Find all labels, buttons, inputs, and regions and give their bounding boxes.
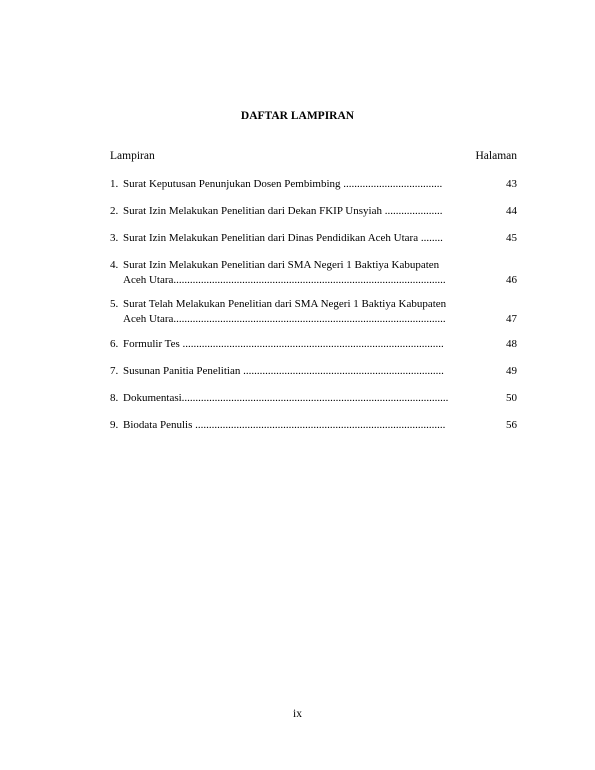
entry-page-number: 48 [506, 338, 517, 350]
entry-title: Surat Izin Melakukan Penelitian dari Dinas Pendidikan Aceh Utara ........ [123, 232, 443, 244]
page-number: ix [293, 708, 302, 720]
entry-page-number: 44 [506, 205, 517, 217]
entry-number: 6. [110, 338, 119, 350]
entry-number: 3. [110, 232, 119, 244]
entry-number: 7. [110, 365, 119, 377]
entry-title: Surat Izin Melakukan Penelitian dari Dekan FKIP Unsyiah ..................... [123, 205, 443, 217]
entry-title: Formulir Tes ............................................................................................... [123, 338, 444, 350]
entry-number: 8. [110, 392, 119, 404]
entry-page-number: 49 [506, 365, 517, 377]
entry-title: Surat Izin Melakukan Penelitian dari SMA Negeri 1 Baktiya Kabupaten [123, 259, 440, 271]
entry-title-continued: Aceh Utara................................................................................................... [123, 273, 446, 286]
list-item [110, 297, 517, 326]
entry-title: Susunan Panitia Penelitian ......................................................................... [123, 365, 444, 377]
list-item [110, 364, 517, 379]
entry-page-number: 43 [506, 178, 517, 190]
entry-title: Surat Keputusan Penunjukan Dosen Pembimbing .................................... [123, 178, 443, 190]
column-headers [110, 150, 517, 162]
entry-number: 4. [110, 259, 119, 271]
entry-title-continued: Aceh Utara................................................................................................... [123, 312, 446, 325]
page-title: DAFTAR LAMPIRAN [240, 110, 355, 122]
list-item [110, 258, 517, 287]
entry-number: 2. [110, 205, 119, 217]
entry-page-number: 56 [506, 419, 517, 431]
entry-title: Biodata Penulis ........................................................................................... [123, 419, 446, 431]
entry-title: Surat Telah Melakukan Penelitian dari SMA Negeri 1 Baktiya Kabupaten [123, 298, 447, 310]
column-header-lampiran: Lampiran [110, 150, 155, 162]
entry-page-number: 50 [506, 392, 517, 404]
list-item [110, 204, 517, 219]
column-header-halaman: Halaman [475, 150, 517, 162]
entry-number: 1. [110, 178, 119, 190]
entry-page-number: 47 [506, 312, 517, 325]
entry-number: 9. [110, 419, 119, 431]
list-item [110, 391, 517, 406]
entry-page-number: 45 [506, 232, 517, 244]
entry-title: Dokumentasi................................................................................................. [123, 392, 449, 404]
entry-number: 5. [110, 298, 119, 310]
list-item [110, 418, 517, 433]
list-item [110, 337, 517, 352]
list-item [110, 177, 517, 192]
list-item [110, 231, 517, 246]
entry-page-number: 46 [506, 273, 517, 286]
